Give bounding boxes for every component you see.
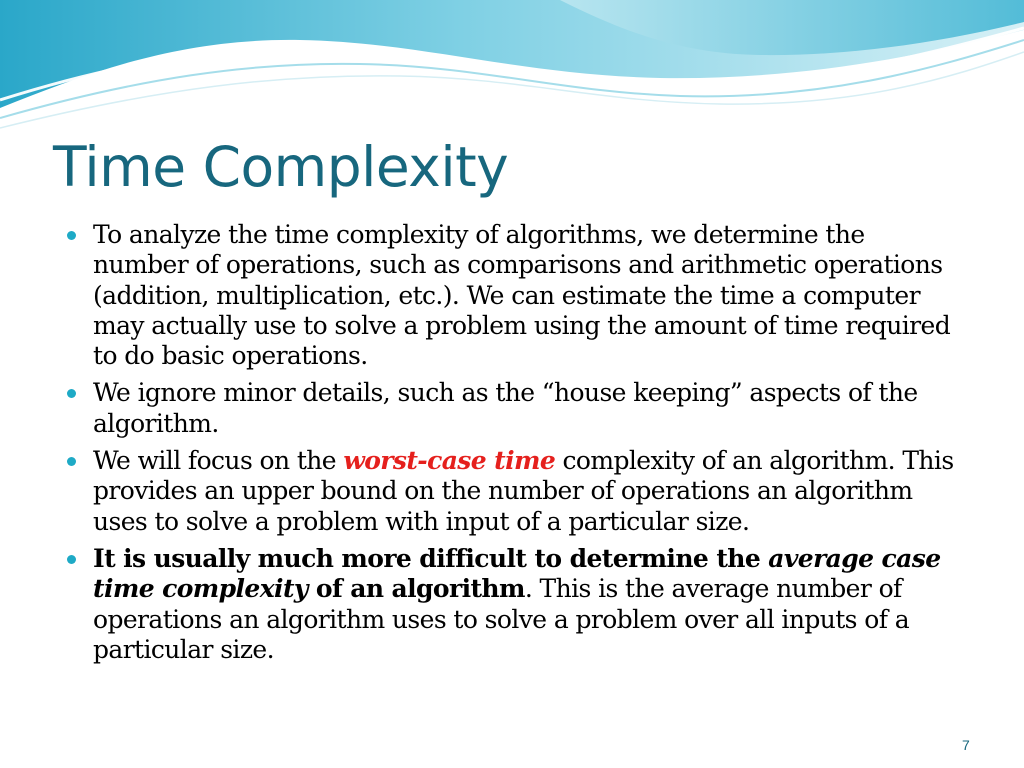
page-number: 7 — [962, 737, 970, 753]
header-wave-decoration — [0, 0, 1024, 140]
bullet-text: To analyze the time complexity of algorithms, we determine the number of operations, such as comparisons and arithmetic operations (addition, multiplication, etc.). We can estimate the time a computer may actually use to solve a problem using the amount of time required to do basic operations. — [93, 220, 951, 371]
bold-text-tail: of an algorithm — [307, 574, 525, 604]
bullet-text: We ignore minor details, such as the “house keeping” aspects of the algorithm. — [93, 378, 918, 438]
worst-case-highlight: worst-case time — [343, 446, 556, 476]
average-case-emphasis: average case time complexity — [93, 543, 941, 604]
bullet-list — [66, 220, 956, 672]
bullet-text-rest: . This is the average number of operations an algorithm uses to solve a problem over all inputs of a particular size. — [93, 574, 910, 664]
bullet-text-post: complexity of an algorithm. This provides an upper bound on the number of operations an algorithm uses to solve a problem with input of a particular size. — [93, 446, 954, 536]
bullet-item-minor-details — [66, 378, 956, 439]
bullet-item-worst-case — [66, 446, 956, 537]
bullet-item-average-case — [66, 544, 956, 665]
bullet-item-operations — [66, 220, 956, 371]
slide-title: Time Complexity — [53, 135, 509, 199]
bullet-text-pre: We will focus on the — [93, 446, 344, 476]
bold-text-lead: It is usually much more difficult to determine the — [93, 543, 769, 573]
